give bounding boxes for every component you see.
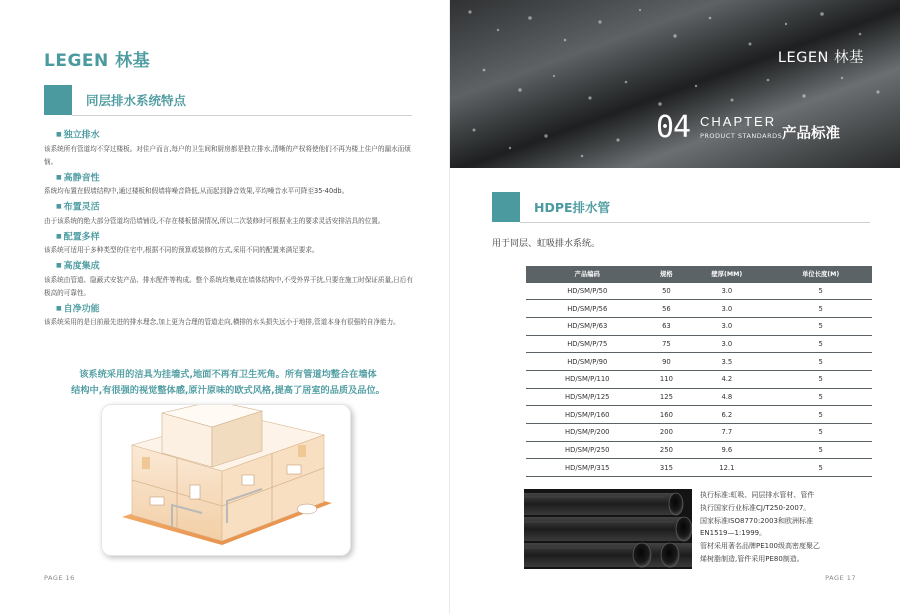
table-cell: 5 — [769, 459, 872, 477]
feature-item — [44, 171, 414, 199]
table-cell: HD/SM/P/250 — [526, 441, 649, 459]
column-header: 规格 — [649, 266, 685, 282]
section-title-right: HDPE排水管 — [534, 200, 611, 215]
table-cell: 5 — [769, 317, 872, 335]
table-cell: 160 — [649, 406, 685, 424]
feature-desc: 系统均布置在假墙结构中,通过楼板和假墙将噪音降低,从而起到静音效果,平均噪音水平可降至35-40db。 — [44, 187, 349, 195]
section-header-left — [44, 85, 186, 115]
table-cell: 200 — [649, 424, 685, 442]
building-cutaway-illustration — [101, 404, 351, 556]
highlight-statement — [58, 367, 398, 399]
table-cell: 3.5 — [684, 353, 769, 371]
feature-desc: 该系统可适用于多种类型的住宅中,根据不同的预算或装修的方式,采用不同的配置来满足要求。 — [44, 246, 319, 254]
section-rule-left — [72, 115, 412, 116]
table-cell: 3.0 — [684, 300, 769, 318]
feature-title: ■ 布置灵活 — [56, 200, 414, 215]
table-cell: 315 — [649, 459, 685, 477]
table-cell: 3.0 — [684, 335, 769, 353]
feature-list — [44, 128, 414, 331]
table-row — [526, 388, 872, 406]
feature-item — [44, 302, 414, 330]
feature-title: ■ 配置多样 — [56, 230, 414, 245]
section-marker-block — [44, 85, 72, 115]
table-cell: 90 — [649, 353, 685, 371]
table-cell: 5 — [769, 388, 872, 406]
feature-title: ■ 独立排水 — [56, 128, 414, 143]
table-header-row — [526, 266, 872, 282]
section-title-left: 同层排水系统特点 — [86, 93, 187, 108]
table-cell: HD/SM/P/125 — [526, 388, 649, 406]
building-cutaway-image — [102, 405, 351, 556]
feature-title: ■ 高度集成 — [56, 259, 414, 274]
right-page — [450, 0, 900, 614]
feature-item — [44, 200, 414, 228]
chapter-title: 产品标准 — [782, 126, 840, 142]
table-row — [526, 317, 872, 335]
chapter-heading — [656, 110, 871, 156]
table-cell: HD/SM/P/110 — [526, 370, 649, 388]
brand-logo-left: LEGEN 林基 — [44, 51, 151, 71]
table-row — [526, 282, 872, 300]
hero-pipe-image — [450, 0, 900, 168]
table-cell: 3.0 — [684, 282, 769, 300]
page-number-left: PAGE 16 — [44, 574, 75, 582]
table-cell: HD/SM/P/63 — [526, 317, 649, 335]
highlight-line: 该系统采用的洁具为挂墙式,地面不再有卫生死角。所有管道均整合在墙体 — [79, 369, 377, 380]
table-cell: HD/SM/P/160 — [526, 406, 649, 424]
feature-item — [44, 259, 414, 300]
table-cell: HD/SM/P/200 — [526, 424, 649, 442]
table-cell: 5 — [769, 353, 872, 371]
table-row — [526, 441, 872, 459]
table-cell: 4.2 — [684, 370, 769, 388]
table-row — [526, 406, 872, 424]
table-cell: HD/SM/P/90 — [526, 353, 649, 371]
section-header-right — [492, 192, 610, 222]
table-cell: HD/SM/P/315 — [526, 459, 649, 477]
table-cell: 56 — [649, 300, 685, 318]
note-line: 烯树脂制造,管件采用PE80制造。 — [700, 554, 804, 563]
table-cell: 9.6 — [684, 441, 769, 459]
table-row — [526, 353, 872, 371]
table-cell: 75 — [649, 335, 685, 353]
note-line: 执行标准:虹吸、同层排水管材、管件 — [700, 491, 815, 499]
note-line: 执行国家行业标准CJ/T250-2007。 — [700, 503, 811, 512]
standards-notes — [700, 489, 880, 566]
table-cell: 5 — [769, 282, 872, 300]
table-row — [526, 300, 872, 318]
feature-item — [44, 230, 414, 258]
note-line: EN1519—1:1999。 — [700, 529, 767, 538]
chapter-subtitle: PRODUCT STANDARDS — [700, 132, 783, 140]
table-cell: 7.7 — [684, 424, 769, 442]
section-marker-block — [492, 192, 520, 222]
feature-desc: 该系统由管道、隐蔽式安装产品、排水配件等构成。整个系统均集成在墙体结构中,不受外界干扰,只要在施工时保证质量,日后有极高的可靠性。 — [44, 275, 413, 297]
feature-desc: 该系统所有管道均不穿过楼板。对住户而言,每户的卫生间和厨房都是独立排水,清晰的产权将使他们不再为楼上住户的漏水而烦恼。 — [44, 144, 411, 166]
table-cell: HD/SM/P/50 — [526, 282, 649, 300]
chapter-number: 04 — [656, 110, 691, 145]
pipe-stack-image — [524, 489, 692, 569]
table-row — [526, 459, 872, 477]
table-cell: 6.2 — [684, 406, 769, 424]
table-cell: 3.0 — [684, 317, 769, 335]
pipe-stack-photo — [524, 489, 692, 569]
table-cell: 5 — [769, 370, 872, 388]
chapter-word: CHAPTER — [700, 114, 777, 129]
page-number-right: PAGE 17 — [825, 574, 856, 582]
note-line: 国家标准ISO8770:2003和欧洲标准 — [700, 516, 814, 525]
table-cell: 5 — [769, 300, 872, 318]
product-intro: 用于同层、虹吸排水系统。 — [492, 239, 601, 249]
table-cell: 63 — [649, 317, 685, 335]
table-row — [526, 335, 872, 353]
table-row — [526, 424, 872, 442]
highlight-line: 结构中,有很强的视觉整体感,原汁原味的欧式风格,提高了居室的品质及品位。 — [71, 385, 385, 396]
table-cell: 4.8 — [684, 388, 769, 406]
feature-desc: 由于该系统的绝大部分管道均沿墙铺设,不存在楼板留洞情况,所以二次装修时可根据业主的要求灵活安排洁具的位置。 — [44, 216, 385, 225]
note-line: 管材采用著名品牌PE100级高密度聚乙 — [700, 542, 821, 551]
table-cell: 110 — [649, 370, 685, 388]
brand-logo-right: LEGEN 林基 — [777, 50, 864, 66]
table-cell: 5 — [769, 406, 872, 424]
table-cell: 5 — [769, 424, 872, 442]
feature-title: ■ 高静音性 — [56, 171, 414, 186]
feature-item — [44, 128, 414, 169]
table-cell: HD/SM/P/56 — [526, 300, 649, 318]
feature-desc: 该系统采用的是目前最先进的排水理念,加上更为合理的管道走向,横排的水头损失远小于地排,管道本身有很强的自净能力。 — [44, 318, 400, 326]
table-cell: 50 — [649, 282, 685, 300]
table-cell: 5 — [769, 335, 872, 353]
table-cell: 5 — [769, 441, 872, 459]
table-cell: 250 — [649, 441, 685, 459]
table-cell: HD/SM/P/75 — [526, 335, 649, 353]
spec-table — [526, 266, 872, 477]
column-header: 产品编码 — [526, 266, 649, 282]
column-header: 壁厚(MM) — [684, 266, 769, 282]
table-row — [526, 370, 872, 388]
feature-title: ■ 自净功能 — [56, 302, 414, 317]
column-header: 单位长度(M) — [769, 266, 872, 282]
table-cell: 12.1 — [684, 459, 769, 477]
table-cell: 125 — [649, 388, 685, 406]
section-rule-right — [520, 222, 870, 223]
